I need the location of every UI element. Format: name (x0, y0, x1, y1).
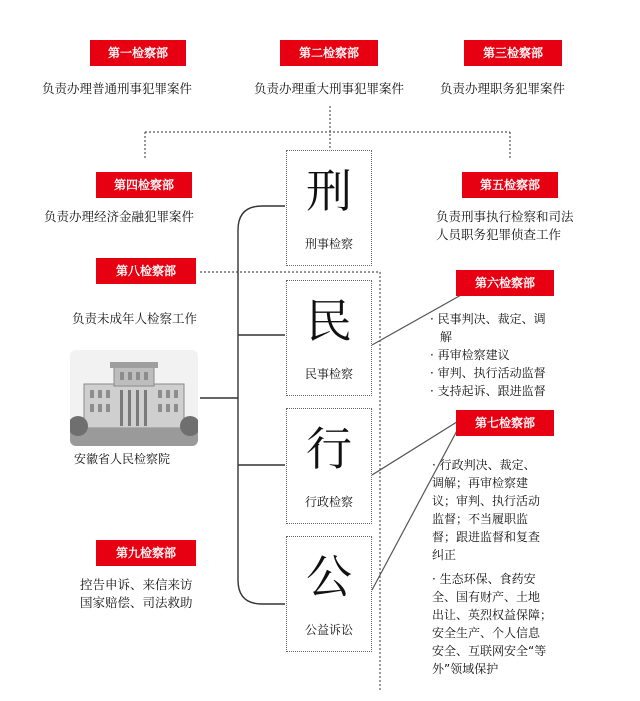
list-item: 议；审判、执行活动 (432, 494, 541, 508)
list-item: · 民事判决、裁定、调 (430, 312, 546, 326)
desc-dept-1: 负责办理普通刑事犯罪案件 (42, 81, 193, 96)
badge-dept-3: 第三检察部 (464, 40, 562, 66)
list-item: 全、国有财产、土地 (432, 590, 541, 604)
badge-dept-4: 第四检察部 (96, 172, 192, 198)
box-label-public-interest: 公益诉讼 (304, 623, 353, 637)
list-item: 督；跟进监督和复查 (432, 530, 541, 544)
list-item: 监督；不当履职监 (432, 512, 529, 526)
box-char-civil: 民 (306, 294, 352, 348)
badge-dept-7: 第七检察部 (456, 410, 554, 436)
desc-dept-5-line1: 负责刑事执行检察和司法 (436, 209, 574, 224)
box-char-public-interest: 公 (306, 550, 352, 604)
desc-dept-9-line2: 国家赔偿、司法救助 (80, 595, 193, 610)
list-item: · 支持起诉、跟进监督 (430, 384, 546, 398)
list-dept-6 (430, 310, 546, 400)
list-item: 解 (440, 330, 453, 344)
list-item: 出让、英烈权益保障； (432, 608, 553, 622)
list-item: · 审判、执行活动监督 (430, 366, 546, 380)
list-item: · 生态环保、食药安 (432, 572, 536, 586)
badge-dept-5: 第五检察部 (462, 172, 558, 198)
badge-dept-2: 第二检察部 (280, 40, 378, 66)
box-label-criminal: 刑事检察 (304, 237, 353, 251)
desc-dept-4: 负责办理经济金融犯罪案件 (44, 209, 195, 224)
box-char-criminal: 刑 (306, 164, 352, 218)
building-caption: 安徽省人民检察院 (74, 452, 171, 466)
list-dept-7-a (432, 456, 540, 564)
badge-dept-1: 第一检察部 (90, 40, 186, 66)
box-criminal-prosecution (286, 150, 372, 266)
box-public-interest-litigation (286, 536, 372, 652)
desc-dept-8: 负责未成年人检察工作 (72, 311, 198, 326)
box-civil-prosecution (286, 280, 372, 396)
badge-dept-8: 第八检察部 (96, 258, 196, 284)
list-item: 纠正 (432, 548, 457, 562)
box-label-administrative: 行政检察 (304, 495, 353, 509)
list-item: 安全、互联网安全“等 (432, 644, 547, 658)
badge-dept-9: 第九检察部 (96, 540, 196, 566)
list-item: 安全生产、个人信息 (432, 626, 541, 640)
desc-dept-9-line1: 控告申诉、来信来访 (80, 577, 193, 592)
list-item: · 行政判决、裁定、 (432, 458, 536, 472)
list-dept-7-b (432, 570, 552, 678)
box-label-civil: 民事检察 (304, 367, 353, 381)
procuratorate-building-image (70, 350, 198, 446)
desc-dept-3: 负责办理职务犯罪案件 (440, 81, 566, 96)
list-item: 调解；再审检察建 (432, 476, 529, 490)
badge-dept-6: 第六检察部 (456, 270, 554, 296)
box-administrative-prosecution (286, 408, 372, 524)
list-item: · 再审检察建议 (430, 348, 510, 362)
list-item: 外”领域保护 (432, 662, 499, 676)
desc-dept-5-line2: 人员职务犯罪侦查工作 (436, 227, 562, 242)
desc-dept-2: 负责办理重大刑事犯罪案件 (254, 81, 405, 96)
box-char-administrative: 行 (306, 422, 352, 476)
